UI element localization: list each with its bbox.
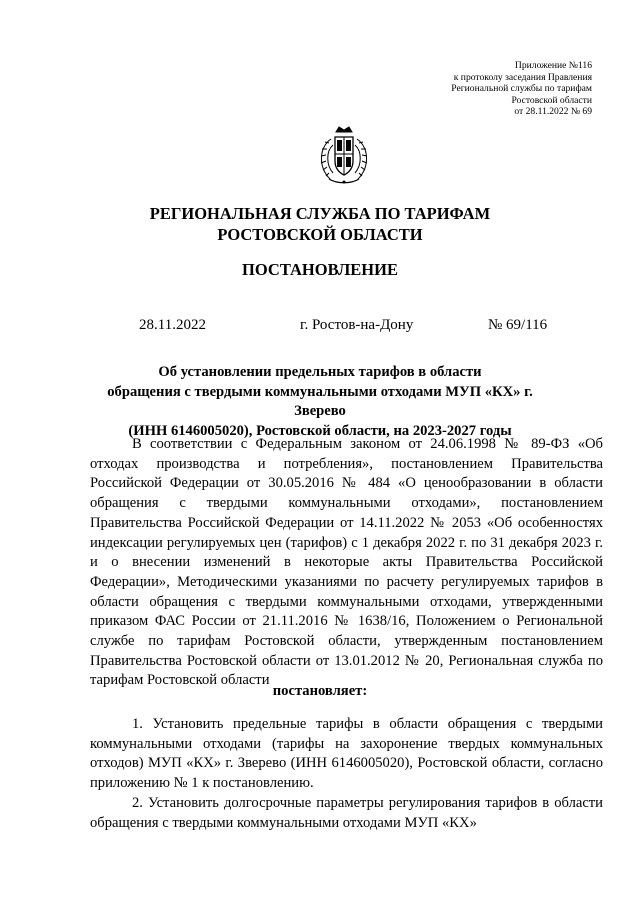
preamble-paragraph: В соответствии с Федеральным законом от 24.06.1998 № 89-ФЗ «Об отходах производства и потребления», постановлением Правительства Российской Федерации от 30.05.2016 № 484 «О ценообразовании в области обращения с твердыми коммунальными отходами», постановлением Правительства Российской Федерации от 14.11.2022 № 2053 «Об особенностях индексации регулируемых цен (тарифов) с 1 декабря 2022 г. по 31 декабря 2023 г. и о внесении изменений в некоторые акты Правительства Российской Федерации», Методическими указаниями по расчету регулируемых тарифов в области обращения с твердыми коммунальными отходами, утвержденными приказом ФАС России от 21.11.2016 № 1638/16, Положением о Региональной службе по тарифам Ростовской области, утвержденным постановлением Правительства Ростовской области от 13.01.2012 № 20, Региональная служба по тарифам Ростовской области bbox=[90, 436, 603, 689]
resolves-heading: постановляет: bbox=[272, 683, 368, 699]
document-subject bbox=[80, 363, 560, 441]
annex-line: Ростовской области bbox=[511, 94, 592, 106]
document-date: 28.11.2022 bbox=[139, 317, 206, 333]
organization-name bbox=[0, 203, 640, 245]
organization-line-2: РОСТОВСКОЙ ОБЛАСТИ bbox=[217, 225, 423, 244]
resolution-item-2: 2. Установить долгосрочные параметры регулирования тарифов в области обращения с твердыми коммунальными отходами МУП «КХ» bbox=[90, 794, 603, 831]
resolution-item-1: 1. Установить предельные тарифы в области обращения с твердыми коммунальными отходами (тарифы на захоронение твердых коммунальных отходов) МУП «КХ» г. Зверево (ИНН 6146005020), Ростовской области, согласно приложению № 1 к постановлению. bbox=[90, 716, 603, 792]
annex-line: Региональной службы по тарифам bbox=[451, 83, 592, 95]
annex-line: Приложение №116 bbox=[514, 60, 592, 71]
annex-line: от 28.11.2022 № 69 bbox=[514, 106, 592, 118]
subject-line-3: (ИНН 6146005020), Ростовской области, на 2023-2027 годы bbox=[128, 422, 512, 439]
document-number: № 69/116 bbox=[488, 317, 548, 333]
coat-of-arms-icon bbox=[311, 123, 377, 189]
resolution-items bbox=[90, 715, 603, 833]
organization-line-1: РЕГИОНАЛЬНАЯ СЛУЖБА ПО ТАРИФАМ bbox=[149, 204, 491, 223]
annex-note bbox=[451, 60, 592, 118]
subject-line-2: обращения с твердыми коммунальными отходами МУП «КХ» г. Зверево bbox=[107, 383, 533, 419]
document-type: ПОСТАНОВЛЕНИЕ bbox=[242, 260, 398, 279]
annex-line: к протоколу заседания Правления bbox=[453, 71, 592, 83]
document-city: г. Ростов-на-Дону bbox=[300, 317, 414, 333]
preamble bbox=[90, 435, 603, 691]
subject-line-1: Об установлении предельных тарифов в области bbox=[158, 364, 482, 380]
